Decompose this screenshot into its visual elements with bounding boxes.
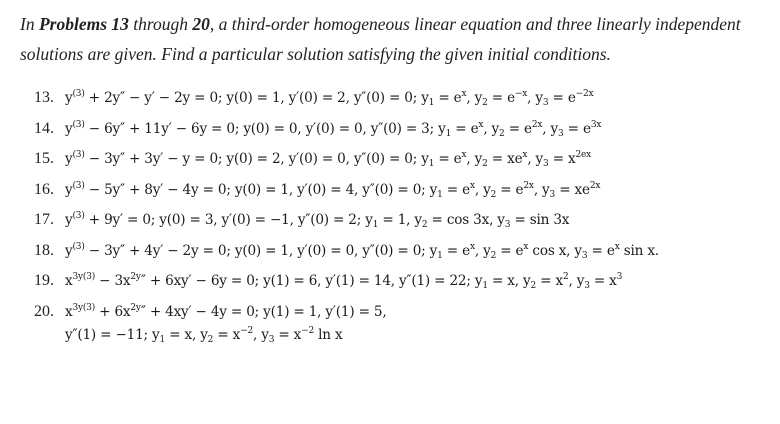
- problem-number: 20.: [34, 302, 54, 320]
- problem-equation: $y^{(3)} - 5y'' + 8y' - 4y = 0$; y(0) = 1, y′(0) = 4, y″(0) = 0; $y_1 = e^x$, $y_2 = e^{2x}$, $y_3 = xe^{2x}$: [65, 180, 601, 200]
- problem-number: 19.: [34, 272, 54, 289]
- problem-item: [34, 150, 774, 181]
- problem-equation: $y^{(3)} - 6y'' + 11y' - 6y = 0$; y(0) = 0, y′(0) = 0, y″(0) = 3; $y_1 = e^x$, $y_2 = e^{2x}$, $y_3 = e^{3x}$: [65, 119, 602, 139]
- problem-equation: $y^{(3)} - 3y'' + 3y' - y = 0$; y(0) = 2, y′(0) = 0, y″(0) = 0; $y_1 = e^x$, $y_2 = xe^x$, $y_3 = x^{2ex}$: [65, 150, 592, 169]
- problem-item: [34, 89, 774, 120]
- problem-list: [34, 89, 774, 353]
- problem-number: 18.: [34, 241, 54, 259]
- intro-bold-20: 20: [192, 14, 210, 34]
- problem-item: [34, 242, 774, 273]
- problem-equation-continued: y″(1) = −11; $y_1 = x$, $y_2 = x^{-2}$, $y_3 = x^{-2}$ ln x: [65, 325, 343, 345]
- problem-equation: $y^{(3)} + 2y'' - y' - 2y = 0$; y(0) = 1, y′(0) = 2, y″(0) = 0; $y_1 = e^x$, $y_2 = e^{-x}$, $y_3 = e^{-2x}$: [65, 89, 594, 108]
- problem-item: [34, 272, 774, 303]
- problem-equation: $y^{(3)} + 9y' = 0$; y(0) = 3, y′(0) = −1, y″(0) = 2; $y_1 = 1$, $y_2 = \cos 3x$, $y_3 = \sin 3x$: [65, 211, 570, 230]
- intro-text-2: through: [128, 14, 193, 34]
- problem-number: 13.: [34, 89, 54, 106]
- problem-number: 14.: [34, 119, 54, 137]
- problem-number: 17.: [34, 211, 54, 228]
- intro-bold-problems: Problems 13: [38, 14, 129, 34]
- problem-equation: $x^{3y(3)} + 6x^{2y}'' + 4xy' - 4y = 0$; y(1) = 1, y′(1) = 5,: [65, 302, 387, 320]
- problem-number: 15.: [34, 150, 54, 167]
- problem-item: [34, 211, 774, 242]
- problem-item: [34, 181, 774, 212]
- intro-text-3: , a third-order homogeneous linear equation and three linearly independent solutions are given. Find a particular solution satisfying the given initial conditions.: [20, 14, 741, 64]
- problem-continuation: [34, 327, 774, 353]
- problem-item: [34, 303, 774, 327]
- problem-equation: $x^{3y(3)} - 3x^{2y}'' + 6xy' - 6y = 0$; y(1) = 6, y′(1) = 14, y″(1) = 22; $y_1 = x$, $y_2 = x^2$, $y_3 = x^3$: [65, 272, 623, 291]
- problem-set-instructions: [20, 9, 770, 69]
- problem-number: 16.: [34, 180, 54, 198]
- problem-equation: $y^{(3)} - 3y'' + 4y' - 2y = 0$; y(0) = 1, y′(0) = 0, y″(0) = 0; $y_1 = e^x$, $y_2 = e^x$ cos x, $y_3 = e^x$ sin x.: [65, 241, 659, 261]
- problem-item: [34, 120, 774, 151]
- intro-text-1: In: [20, 14, 39, 34]
